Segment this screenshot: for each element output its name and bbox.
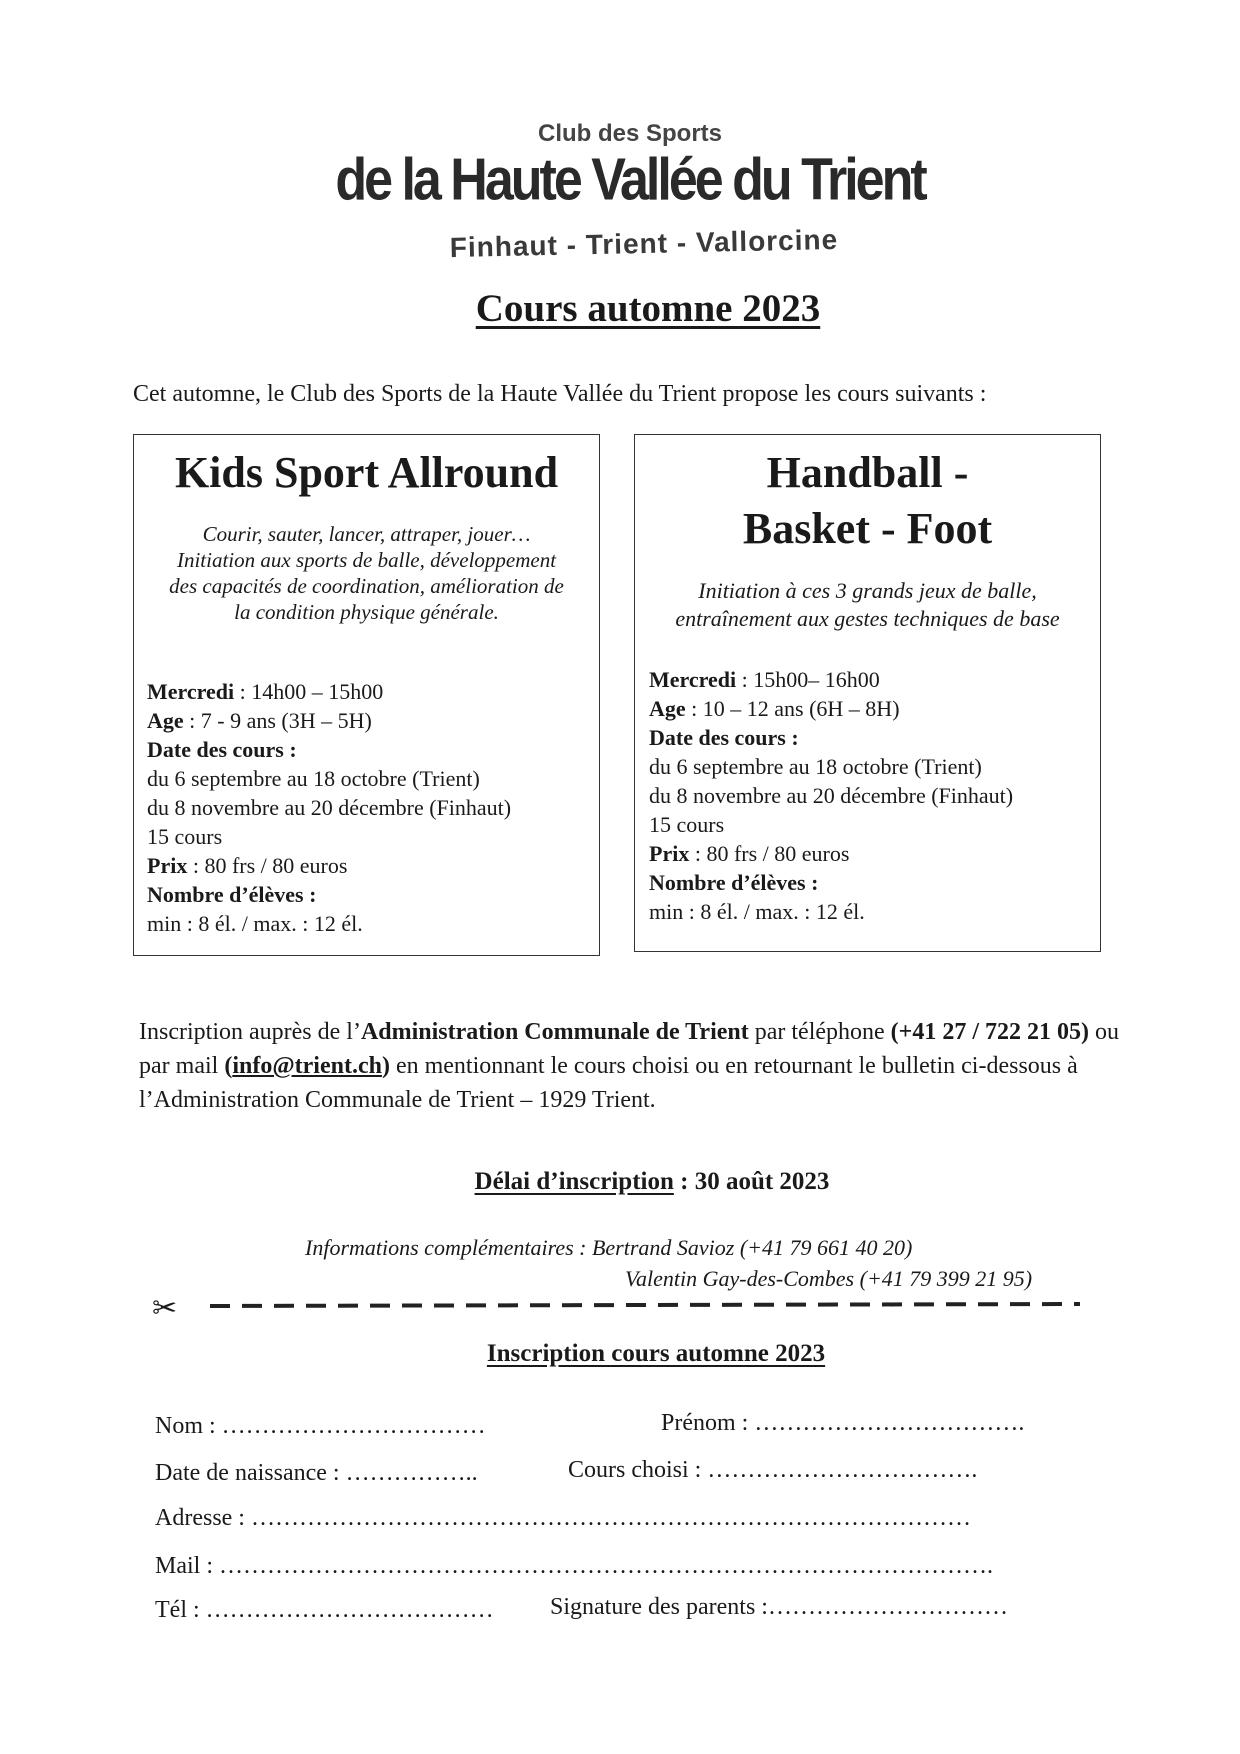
students-value: min : 8 él. / max. : 12 él. [649,899,865,924]
age-label: Age [649,696,686,721]
course-details [134,677,599,938]
field-parent-signature[interactable]: Signature des parents :………………………… [550,1594,1008,1620]
age-value: : 10 – 12 ans (6H – 8H) [685,696,900,721]
inscription-paragraph: Inscription auprès de l’Administration Communale de Trient par téléphone (+41 27 / 722 21 05) ou par mail (info@trient.ch) en mentionnant le cours choisi ou en retournant le bulletin ci-dessous à l’Administration Communale de Trient – 1929 Trient. [139,1019,1119,1113]
description-line: entraînement aux gestes techniques de base [675,606,1060,631]
deadline-value: : 30 août 2023 [673,1168,830,1195]
club-locations: Finhaut - Trient - Vallorcine [449,223,839,264]
course-description [635,577,1100,633]
date-range: du 8 novembre au 20 décembre (Finhaut) [147,795,512,820]
description-line: des capacités de coordination, amélioration de [169,574,564,598]
students-label: Nombre d’élèves : [147,882,317,907]
inscription-text: en mentionnant le cours choisi ou en retournant le bulletin ci-dessous à l’Administration Communale de Trient – 1929 Trient. [139,1053,1078,1113]
description-line: Initiation à ces 3 grands jeux de balle, [698,578,1037,603]
age-row [147,706,599,735]
course-count: 15 cours [649,812,725,837]
deadline [32,1168,1240,1196]
description-line: Initiation aux sports de balle, développement [176,548,557,572]
day-label: Mercredi [147,679,235,704]
deadline-label: Délai d’inscription [474,1168,674,1195]
cut-line [152,1296,1082,1320]
email-link[interactable]: info@trient.ch [232,1053,382,1079]
course-title-line: Handball - [766,448,969,497]
inscription-text: ou par mail [139,1019,1119,1079]
course-title [635,445,1100,557]
phone-number: (+41 27 / 722 21 05) [890,1019,1089,1045]
age-value: : 7 - 9 ans (3H – 5H) [183,708,372,733]
day-label: Mercredi [649,667,737,692]
intro-text: Cet automne, le Club des Sports de la Haute Vallée du Trient propose les cours suivants : [133,381,987,407]
course-count: 15 cours [147,824,223,849]
scissors-icon: ✂ [152,1292,178,1325]
dates-label: Date des cours : [147,737,297,762]
additional-information [305,1232,1032,1294]
date-range: du 6 septembre au 18 octobre (Trient) [147,766,480,791]
day-value: : 15h00– 16h00 [736,667,880,692]
inscription-text: Inscription auprès de l’ [139,1019,361,1045]
age-label: Age [147,708,184,733]
students-label: Nombre d’élèves : [649,870,819,895]
course-details [635,665,1100,926]
price-value: : 80 frs / 80 euros [187,853,348,878]
page-title: Cours automne 2023 [475,287,821,330]
field-email[interactable]: Mail : ……………………………………………………………………………………. [155,1553,993,1579]
age-row [649,694,1100,723]
contact-line: Informations complémentaires : Bertrand Savioz (+41 79 661 40 20) [305,1235,913,1260]
price-value: : 80 frs / 80 euros [689,841,850,866]
day-value: : 14h00 – 15h00 [234,679,384,704]
contact-line: Valentin Gay-des-Combes (+41 79 399 21 95) [625,1266,1033,1291]
field-nom[interactable]: Nom : …………………………… [155,1413,486,1439]
field-phone[interactable]: Tél : ……………………………… [155,1597,494,1623]
course-description [134,521,599,625]
club-name-line-1: Club des Sports [537,120,723,147]
date-range: du 6 septembre au 18 octobre (Trient) [649,754,982,779]
form-title: Inscription cours automne 2023 [486,1340,826,1367]
price-row [147,851,599,880]
club-name-line-2: de la Haute Vallée du Trient [335,146,925,214]
field-address[interactable]: Adresse : ……………………………………………………………………………… [155,1505,971,1531]
administration-name: Administration Communale de Trient [360,1019,749,1045]
course-box-handball-basket-foot [634,434,1101,952]
students-value: min : 8 él. / max. : 12 él. [147,911,363,936]
schedule-row [147,677,599,706]
course-title: Kids Sport Allround [174,448,559,497]
price-row [649,839,1100,868]
course-box-kids-sport [133,434,600,956]
course-title-line: Basket - Foot [742,504,993,553]
description-line: la condition physique générale. [234,600,499,624]
inscription-text: par téléphone [748,1019,891,1045]
schedule-row [649,665,1100,694]
date-range: du 8 novembre au 20 décembre (Finhaut) [649,783,1014,808]
field-chosen-course[interactable]: Cours choisi : ……………………………. [568,1457,978,1483]
price-label: Prix [649,841,690,866]
price-label: Prix [147,853,188,878]
field-prenom[interactable]: Prénom : ……………………………. [661,1410,1025,1436]
field-date-of-birth[interactable]: Date de naissance : …………….. [155,1460,478,1486]
dates-label: Date des cours : [649,725,799,750]
description-line: Courir, sauter, lancer, attraper, jouer… [202,522,531,546]
